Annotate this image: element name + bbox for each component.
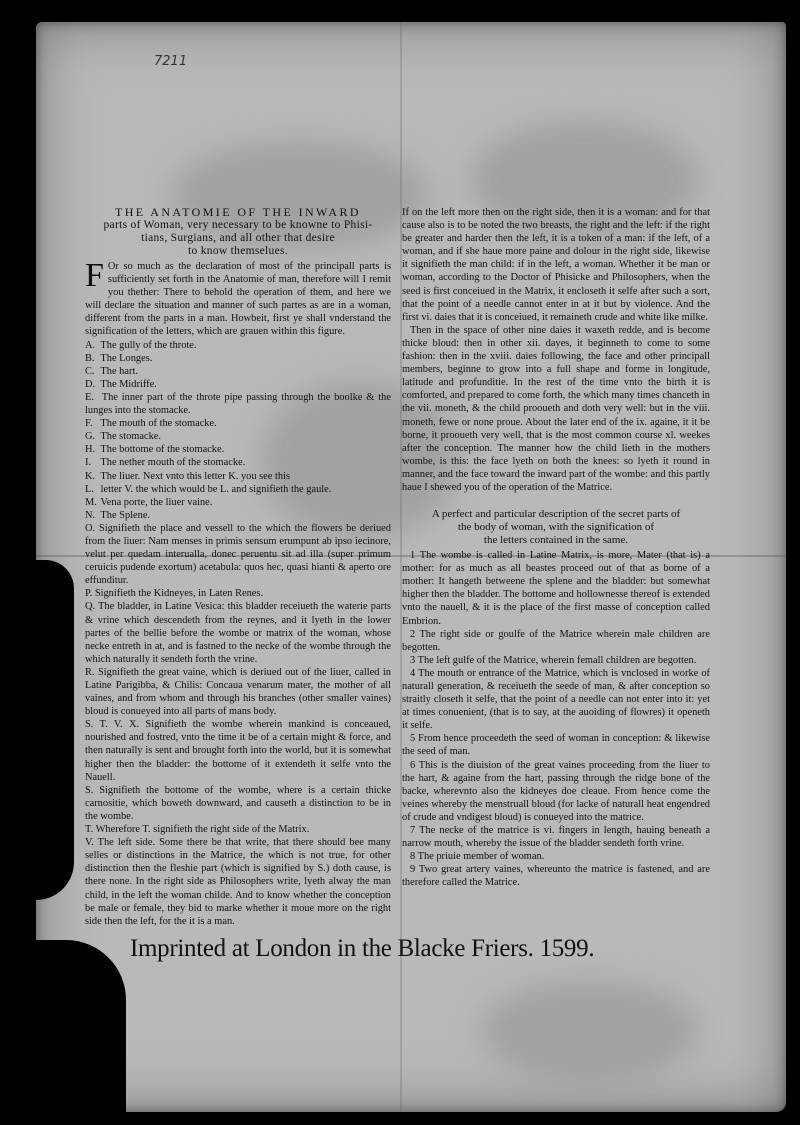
subtitle-line: A perfect and particular description of the secret parts of [431, 508, 681, 521]
body-paragraph: T. Wherefore T. signifieth the right side of the Matrix. [85, 824, 310, 836]
key-text: The Midriffe. [100, 378, 157, 390]
letter-key-list [85, 339, 391, 522]
key-letter: I. [85, 457, 92, 469]
body-paragraph: Then in the space of other nine daies it waxeth redde, and is become thicke bloud: then in other xii. dayes, it beginneth to come to some fashion: then in the xviii. daies following, the face and other principall members, beginne to grow into a full shape and forme in longitude, latitude and profunditie. In the rest of the time vnto the birth it is comforted, and prepared to come forth, the which many times chanceth in the vii. moneth, & the child prooueth and doth very well: but in the viii. moneth, fewe or none proue. About the later end of the ix. againe, it it be borne, it prooueth very well, that is the most common course xl. weekes after the conception. The manner how the child lieth in the mothers wombe, is this: the face lyeth on both the knees: so lyeth it round in manner, and the face toward the inward part of the wombe: and this partly haue I shewed you of the operation of the Matrice. [402, 324, 710, 493]
numbered-item: 8 The priuie member of woman. [410, 851, 545, 863]
right-paragraphs [402, 206, 710, 494]
key-letter: D. [85, 378, 96, 390]
letter-key-item [85, 365, 391, 378]
letter-key-item [85, 430, 391, 443]
letter-key-item [85, 339, 391, 352]
key-letter: K. [85, 470, 96, 482]
numbered-item: 1 The wombe is called in Latine Matrix, is more, Mater (that is) a mother: for as much as all beastes proceed out of that as borne of a mother: It hangeth betweene the splene and the bladder: but somewhat higher then the bladder. The bottome and hollownesse thereof is extended vnto the nauell, & it is the place of the first masse of conception called Embrion. [402, 550, 710, 627]
key-text: The inner part of the throte pipe passing through the boolke & the lunges into the stomacke. [85, 391, 391, 417]
key-letter: A. [85, 339, 96, 351]
letter-key-item [85, 470, 391, 483]
catalog-number: 7211 [154, 54, 188, 69]
key-text: The gully of the throte. [100, 339, 197, 351]
letter-key-item [85, 496, 391, 509]
title-line: THE ANATOMIE OF THE INWARD [115, 205, 361, 219]
numbered-item: 3 The left gulfe of the Matrice, wherein femall children are begotten. [410, 654, 697, 666]
letter-key-item [85, 509, 391, 522]
key-text: The Longes. [100, 352, 153, 364]
body-paragraph: Q. The bladder, in Latine Vesica: this bladder receiueth the waterie parts & vrine which descendeth from the reynes, and it lyeth in the lower partes of the bellie before the wombe or matrix of the woman, whose necke entreth in at, and is fastned to the necke of the wombe through the which naturally it sendeth forth the vrine. [85, 601, 391, 665]
body-paragraph: P. Signifieth the Kidneyes, in Laten Renes. [85, 588, 264, 600]
subtitle-line: the body of woman, with the signification of [457, 521, 655, 534]
body-paragraph: S. Signifieth the bottome of the wombe, where is a certain thicke carnositie, which boweth downward, and causeth a distinction to be in the wombe. [85, 784, 391, 822]
torn-corner [36, 940, 126, 1112]
key-letter: H. [85, 444, 96, 456]
key-text: The hart. [100, 365, 138, 377]
title-line: to know themselues. [188, 245, 288, 257]
left-paragraphs [85, 522, 391, 928]
document-title [85, 206, 391, 258]
letter-key-item [85, 417, 391, 430]
key-letter: F. [85, 418, 93, 430]
numbered-item: 7 The necke of the matrice is vi. fingers in length, hauing beneath a narrow mouth, whereby the issue of the bladder sendeth forth vrine. [402, 825, 710, 850]
key-letter: N. [85, 509, 96, 521]
letter-key-item [85, 443, 391, 456]
body-paragraph: S. T. V. X. Signifieth the wombe wherein mankind is conceaued, nourished and fostred, vnto the time it be of a certain might & force, and then naturally is sent and brought forth into the world, but it is somewhat higher then the bladder: the bottome of it extendeth it selfe vnto the Nauell. [85, 719, 391, 783]
numbered-list [402, 549, 710, 889]
key-letter: C. [85, 365, 95, 377]
letter-key-item [85, 456, 391, 469]
imprint-line: Imprinted at London in the Blacke Friers. 1599. [130, 935, 595, 962]
letter-key-item [85, 483, 391, 496]
key-letter: M. [85, 496, 97, 508]
key-text: Vena porte, the liuer vaine. [100, 496, 213, 508]
key-text: The Splene. [100, 509, 151, 521]
numbered-item: 2 The right side or goulfe of the Matrice wherein male children are begotten. [402, 628, 710, 653]
body-paragraph: O. Signifieth the place and vessell to the which the flowers be deriued from the liuer: Nam menses in primis sensum erumpunt ab ipso iecinore, velut per quedam interualla, donec peruentu sit ad illa (super primum ceruicis pudende exortum) acetabula: quos hec, quasi hianti & aperto ore effunditur. [85, 522, 391, 587]
key-text: letter V. the which would be L. and signifieth the gaule. [100, 483, 332, 495]
drop-cap: F [85, 257, 104, 294]
title-line: tians, Surgians, and all other that desire [141, 232, 335, 244]
key-text: The stomacke. [100, 431, 162, 443]
section-subtitle [402, 508, 710, 547]
water-stain [480, 980, 700, 1080]
key-letter: L. [85, 483, 94, 495]
letter-key-item [85, 352, 391, 365]
subtitle-line: the letters contained in the same. [483, 534, 629, 547]
key-text: The liuer. Next vnto this letter K. you see this [100, 470, 291, 482]
key-text: The nether mouth of the stomacke. [100, 457, 246, 469]
body-paragraph: If on the left more then on the right side, then it is a woman: and for that cause also is to be noted the two breasts, the right and the left: if the right be greater and harder then the left, it is a token of a man: if the left, of a woman, and if she haue more paine and dolour in the right side, likewise it signifieth the man child: if in the left, a woman. Whether it be man or woman, according to the Doctor of Phisicke and Philosophers, when the seed is first conceiued in the Matrix, it encloseth it selfe after such a sort, that the point of a needle cannot enter in at it but by violence. And the first vi. daies that it is conceiued, it remaineth crude and white like milke. [402, 207, 710, 323]
title-line: parts of Woman, very necessary to be knowne to Phisi- [103, 219, 373, 231]
key-text: The bottome of the stomacke. [100, 444, 225, 456]
key-text: The mouth of the stomacke. [100, 418, 217, 430]
numbered-item: 9 Two great artery vaines, whereunto the matrice is fastened, and are therefore called the Matrice. [402, 864, 710, 889]
key-letter: E. [85, 391, 94, 403]
letter-key-item [85, 378, 391, 391]
numbered-item: 6 This is the diuision of the great vaines proceeding from the liuer to the hart, & againe from the hart, passing through the ridge bone of the backe, wherevnto also the kidneyes doe cleaue. From hence come the veines whereby the menstruall bloud (for lacke of naturall heat engendred of crude and vndigest bloud) is conueyed into the matrice. [402, 759, 710, 823]
letter-key-item [85, 391, 391, 417]
key-letter: G. [85, 431, 96, 443]
key-letter: B. [85, 352, 95, 364]
left-column [85, 206, 391, 928]
intro-paragraph [85, 257, 391, 339]
numbered-item: 4 The mouth or entrance of the Matrice, which is vnclosed in worke of naturall generation, & receiueth the seede of man, & after conception so straitly closeth it selfe, that the point of a needle can not enter into it: yet at times conuenient, (that is to say, at the auoiding of flowres) it openeth it selfe. [402, 667, 710, 732]
right-column [402, 206, 710, 890]
intro-text: Or so much as the declaration of most of the principall parts is sufficiently set forth in the Anatomie of man, therefore will I remit you thether: There to behold the operation of them, and here we will declare the situation and manner of such partes as are in a woman, different from the parts in a man. Howbeit, first ye shall vnderstand the signification of the letters, which are grauen within this figure. [85, 261, 391, 338]
numbered-item: 5 From hence proceedeth the seed of woman in conception: & likewise the seed of man. [402, 733, 710, 758]
torn-edge [36, 560, 74, 900]
body-paragraph: V. The left side. Some there be that write, that there should bee many selles or distinctions in the Matrice, the which is not true, for other distinction then the fleshie part (which is signified by S.) doth cause, is there none. In the right side as Philosophers write, lyeth alway the man child, in the left the woman childe. And to know whether the conception be male or female, they bid to marke whether it moue more on the right side then the left, for the it is a man. [85, 837, 391, 927]
body-paragraph: R. Signifieth the great vaine, which is deriued out of the liuer, called in Latine Parigibba, & Chilis: Concaua venarum mater, the mother of all vaines, and from whom and through his branches (other smaller vaines) bloud is conueyed into all parts of mans body. [85, 666, 391, 718]
